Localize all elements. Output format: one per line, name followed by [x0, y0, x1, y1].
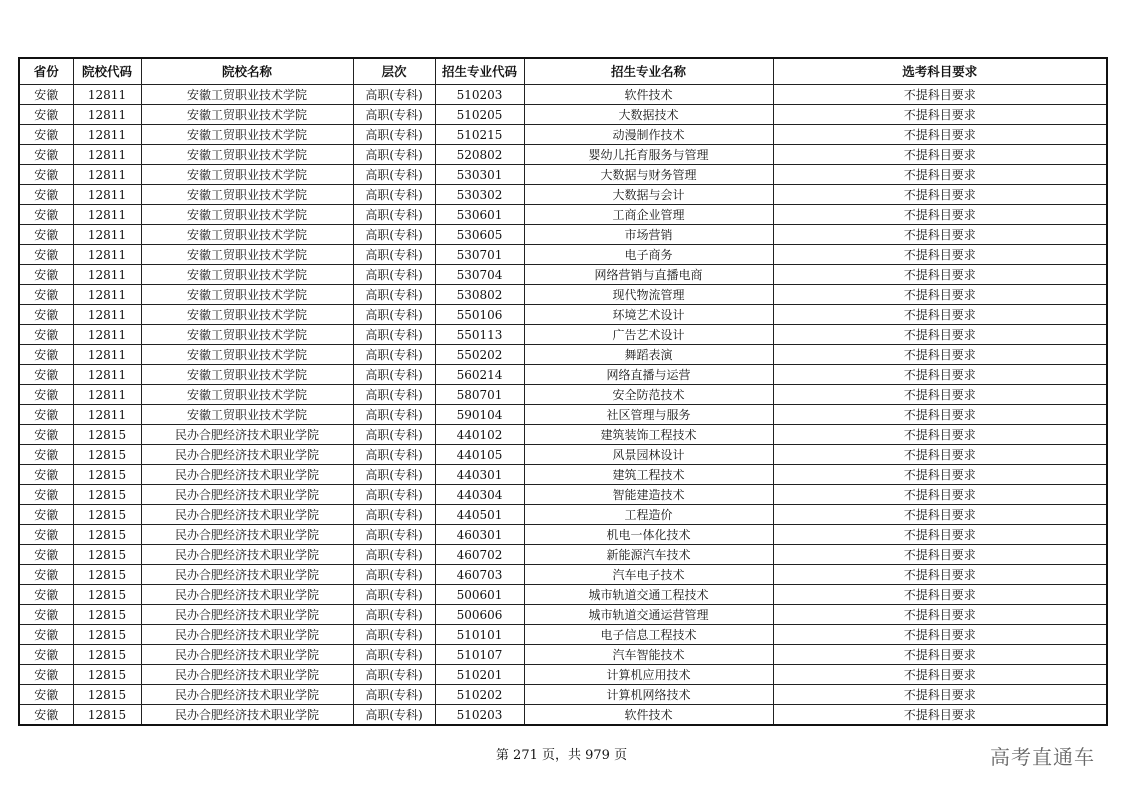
cell-major-code: 520802 — [435, 145, 524, 165]
cell-major-code: 510201 — [435, 665, 524, 685]
cell-major-name: 工商企业管理 — [524, 205, 773, 225]
cell-major-name: 新能源汽车技术 — [524, 545, 773, 565]
cell-school-name: 安徽工贸职业技术学院 — [141, 345, 353, 365]
cell-major-name: 动漫制作技术 — [524, 125, 773, 145]
table-row — [19, 685, 1107, 705]
cell-major-code: 510215 — [435, 125, 524, 145]
cell-subject-requirement: 不提科目要求 — [773, 345, 1107, 365]
cell-major-name: 电子信息工程技术 — [524, 625, 773, 645]
cell-school-name: 安徽工贸职业技术学院 — [141, 85, 353, 105]
table-row — [19, 105, 1107, 125]
table-row — [19, 325, 1107, 345]
cell-school-code: 12811 — [73, 225, 141, 245]
cell-major-name: 城市轨道交通工程技术 — [524, 585, 773, 605]
cell-major-name: 婴幼儿托育服务与管理 — [524, 145, 773, 165]
cell-school-name: 安徽工贸职业技术学院 — [141, 265, 353, 285]
cell-school-name: 安徽工贸职业技术学院 — [141, 105, 353, 125]
cell-major-name: 风景园林设计 — [524, 445, 773, 465]
cell-major-code: 460301 — [435, 525, 524, 545]
cell-major-code: 510205 — [435, 105, 524, 125]
cell-major-name: 汽车电子技术 — [524, 565, 773, 585]
page-number: 第 271 页，共 979 页 — [495, 748, 628, 763]
cell-major-code: 440301 — [435, 465, 524, 485]
table-row — [19, 445, 1107, 465]
cell-level: 高职(专科) — [353, 285, 435, 305]
cell-province: 安徽 — [19, 125, 73, 145]
table-row — [19, 425, 1107, 445]
table-row — [19, 645, 1107, 665]
cell-school-name: 民办合肥经济技术职业学院 — [141, 505, 353, 525]
cell-school-name: 民办合肥经济技术职业学院 — [141, 705, 353, 726]
table-row — [19, 225, 1107, 245]
cell-province: 安徽 — [19, 105, 73, 125]
cell-school-name: 安徽工贸职业技术学院 — [141, 365, 353, 385]
table-row — [19, 705, 1107, 726]
cell-province: 安徽 — [19, 245, 73, 265]
cell-province: 安徽 — [19, 265, 73, 285]
header-school-name: 院校名称 — [141, 58, 353, 85]
cell-school-code: 12811 — [73, 405, 141, 425]
cell-school-code: 12811 — [73, 145, 141, 165]
cell-province: 安徽 — [19, 285, 73, 305]
cell-major-name: 网络直播与运营 — [524, 365, 773, 385]
cell-subject-requirement: 不提科目要求 — [773, 685, 1107, 705]
header-major-name: 招生专业名称 — [524, 58, 773, 85]
cell-school-name: 民办合肥经济技术职业学院 — [141, 525, 353, 545]
table-row — [19, 625, 1107, 645]
cell-major-name: 建筑工程技术 — [524, 465, 773, 485]
cell-school-name: 安徽工贸职业技术学院 — [141, 185, 353, 205]
cell-subject-requirement: 不提科目要求 — [773, 265, 1107, 285]
cell-subject-requirement: 不提科目要求 — [773, 545, 1107, 565]
cell-school-code: 12815 — [73, 545, 141, 565]
cell-school-code: 12811 — [73, 285, 141, 305]
cell-school-code: 12815 — [73, 425, 141, 445]
table-row — [19, 285, 1107, 305]
cell-school-code: 12811 — [73, 245, 141, 265]
cell-school-name: 民办合肥经济技术职业学院 — [141, 645, 353, 665]
cell-school-name: 民办合肥经济技术职业学院 — [141, 665, 353, 685]
cell-province: 安徽 — [19, 405, 73, 425]
cell-school-name: 安徽工贸职业技术学院 — [141, 165, 353, 185]
cell-major-name: 市场营销 — [524, 225, 773, 245]
cell-school-code: 12811 — [73, 325, 141, 345]
cell-subject-requirement: 不提科目要求 — [773, 365, 1107, 385]
cell-level: 高职(专科) — [353, 505, 435, 525]
cell-level: 高职(专科) — [353, 605, 435, 625]
table-row — [19, 85, 1107, 105]
cell-province: 安徽 — [19, 625, 73, 645]
cell-level: 高职(专科) — [353, 245, 435, 265]
cell-level: 高职(专科) — [353, 405, 435, 425]
cell-major-code: 460702 — [435, 545, 524, 565]
cell-school-code: 12811 — [73, 385, 141, 405]
table-row — [19, 605, 1107, 625]
cell-school-code: 12811 — [73, 365, 141, 385]
cell-school-name: 民办合肥经济技术职业学院 — [141, 565, 353, 585]
cell-subject-requirement: 不提科目要求 — [773, 585, 1107, 605]
cell-subject-requirement: 不提科目要求 — [773, 705, 1107, 726]
cell-province: 安徽 — [19, 425, 73, 445]
cell-subject-requirement: 不提科目要求 — [773, 165, 1107, 185]
cell-major-code: 440105 — [435, 445, 524, 465]
cell-major-code: 560214 — [435, 365, 524, 385]
cell-school-name: 民办合肥经济技术职业学院 — [141, 625, 353, 645]
cell-major-code: 440501 — [435, 505, 524, 525]
cell-subject-requirement: 不提科目要求 — [773, 565, 1107, 585]
cell-level: 高职(专科) — [353, 85, 435, 105]
cell-school-name: 安徽工贸职业技术学院 — [141, 385, 353, 405]
cell-major-code: 530701 — [435, 245, 524, 265]
cell-province: 安徽 — [19, 305, 73, 325]
cell-subject-requirement: 不提科目要求 — [773, 445, 1107, 465]
cell-level: 高职(专科) — [353, 305, 435, 325]
cell-major-name: 软件技术 — [524, 85, 773, 105]
cell-school-name: 民办合肥经济技术职业学院 — [141, 425, 353, 445]
header-school-code: 院校代码 — [73, 58, 141, 85]
cell-school-name: 安徽工贸职业技术学院 — [141, 325, 353, 345]
cell-level: 高职(专科) — [353, 645, 435, 665]
cell-subject-requirement: 不提科目要求 — [773, 125, 1107, 145]
table-row — [19, 125, 1107, 145]
cell-subject-requirement: 不提科目要求 — [773, 525, 1107, 545]
cell-province: 安徽 — [19, 85, 73, 105]
cell-school-name: 安徽工贸职业技术学院 — [141, 405, 353, 425]
cell-major-code: 530301 — [435, 165, 524, 185]
cell-major-code: 510101 — [435, 625, 524, 645]
cell-school-code: 12815 — [73, 505, 141, 525]
cell-major-name: 城市轨道交通运营管理 — [524, 605, 773, 625]
cell-school-name: 民办合肥经济技术职业学院 — [141, 545, 353, 565]
cell-province: 安徽 — [19, 605, 73, 625]
cell-province: 安徽 — [19, 545, 73, 565]
cell-school-code: 12815 — [73, 665, 141, 685]
cell-province: 安徽 — [19, 145, 73, 165]
cell-subject-requirement: 不提科目要求 — [773, 185, 1107, 205]
cell-major-name: 机电一体化技术 — [524, 525, 773, 545]
cell-subject-requirement: 不提科目要求 — [773, 385, 1107, 405]
document-table-container — [18, 57, 1106, 726]
cell-level: 高职(专科) — [353, 485, 435, 505]
cell-major-code: 510107 — [435, 645, 524, 665]
cell-level: 高职(专科) — [353, 585, 435, 605]
cell-major-name: 安全防范技术 — [524, 385, 773, 405]
cell-school-code: 12811 — [73, 205, 141, 225]
table-row — [19, 265, 1107, 285]
cell-level: 高职(专科) — [353, 425, 435, 445]
cell-level: 高职(专科) — [353, 325, 435, 345]
cell-province: 安徽 — [19, 505, 73, 525]
cell-level: 高职(专科) — [353, 165, 435, 185]
cell-subject-requirement: 不提科目要求 — [773, 105, 1107, 125]
cell-subject-requirement: 不提科目要求 — [773, 145, 1107, 165]
table-row — [19, 185, 1107, 205]
cell-province: 安徽 — [19, 445, 73, 465]
cell-level: 高职(专科) — [353, 545, 435, 565]
header-province: 省份 — [19, 58, 73, 85]
cell-subject-requirement: 不提科目要求 — [773, 645, 1107, 665]
cell-level: 高职(专科) — [353, 625, 435, 645]
cell-level: 高职(专科) — [353, 225, 435, 245]
table-row — [19, 205, 1107, 225]
header-level: 层次 — [353, 58, 435, 85]
cell-subject-requirement: 不提科目要求 — [773, 405, 1107, 425]
cell-level: 高职(专科) — [353, 705, 435, 726]
cell-subject-requirement: 不提科目要求 — [773, 85, 1107, 105]
table-row — [19, 145, 1107, 165]
cell-school-code: 12815 — [73, 485, 141, 505]
cell-school-code: 12815 — [73, 685, 141, 705]
cell-level: 高职(专科) — [353, 445, 435, 465]
table-row — [19, 365, 1107, 385]
table-row — [19, 465, 1107, 485]
cell-school-name: 安徽工贸职业技术学院 — [141, 245, 353, 265]
cell-province: 安徽 — [19, 325, 73, 345]
table-header-row — [19, 58, 1107, 85]
cell-level: 高职(专科) — [353, 685, 435, 705]
cell-major-code: 530302 — [435, 185, 524, 205]
cell-school-code: 12815 — [73, 525, 141, 545]
cell-province: 安徽 — [19, 525, 73, 545]
cell-school-code: 12815 — [73, 645, 141, 665]
cell-major-name: 汽车智能技术 — [524, 645, 773, 665]
cell-subject-requirement: 不提科目要求 — [773, 465, 1107, 485]
table-row — [19, 245, 1107, 265]
cell-major-name: 电子商务 — [524, 245, 773, 265]
cell-level: 高职(专科) — [353, 265, 435, 285]
cell-school-name: 安徽工贸职业技术学院 — [141, 225, 353, 245]
cell-level: 高职(专科) — [353, 385, 435, 405]
cell-school-code: 12811 — [73, 105, 141, 125]
cell-major-name: 计算机应用技术 — [524, 665, 773, 685]
cell-level: 高职(专科) — [353, 525, 435, 545]
cell-province: 安徽 — [19, 385, 73, 405]
cell-major-code: 530601 — [435, 205, 524, 225]
cell-school-name: 安徽工贸职业技术学院 — [141, 285, 353, 305]
cell-subject-requirement: 不提科目要求 — [773, 285, 1107, 305]
cell-school-name: 民办合肥经济技术职业学院 — [141, 585, 353, 605]
header-major-code: 招生专业代码 — [435, 58, 524, 85]
cell-province: 安徽 — [19, 685, 73, 705]
cell-school-name: 安徽工贸职业技术学院 — [141, 145, 353, 165]
cell-major-code: 500606 — [435, 605, 524, 625]
cell-province: 安徽 — [19, 185, 73, 205]
cell-major-name: 工程造价 — [524, 505, 773, 525]
cell-school-name: 安徽工贸职业技术学院 — [141, 205, 353, 225]
cell-province: 安徽 — [19, 225, 73, 245]
cell-province: 安徽 — [19, 205, 73, 225]
cell-level: 高职(专科) — [353, 565, 435, 585]
cell-major-code: 510202 — [435, 685, 524, 705]
cell-major-name: 社区管理与服务 — [524, 405, 773, 425]
cell-major-code: 550202 — [435, 345, 524, 365]
cell-subject-requirement: 不提科目要求 — [773, 505, 1107, 525]
cell-subject-requirement: 不提科目要求 — [773, 325, 1107, 345]
cell-province: 安徽 — [19, 165, 73, 185]
cell-subject-requirement: 不提科目要求 — [773, 605, 1107, 625]
cell-level: 高职(专科) — [353, 145, 435, 165]
cell-province: 安徽 — [19, 645, 73, 665]
cell-level: 高职(专科) — [353, 125, 435, 145]
cell-province: 安徽 — [19, 485, 73, 505]
cell-major-code: 550106 — [435, 305, 524, 325]
table-row — [19, 305, 1107, 325]
cell-major-name: 舞蹈表演 — [524, 345, 773, 365]
cell-province: 安徽 — [19, 585, 73, 605]
cell-level: 高职(专科) — [353, 345, 435, 365]
cell-level: 高职(专科) — [353, 205, 435, 225]
cell-major-code: 550113 — [435, 325, 524, 345]
cell-school-code: 12811 — [73, 305, 141, 325]
cell-major-name: 大数据技术 — [524, 105, 773, 125]
cell-level: 高职(专科) — [353, 365, 435, 385]
cell-province: 安徽 — [19, 465, 73, 485]
cell-school-code: 12811 — [73, 165, 141, 185]
table-row — [19, 665, 1107, 685]
cell-major-code: 500601 — [435, 585, 524, 605]
cell-school-code: 12815 — [73, 585, 141, 605]
cell-school-code: 12811 — [73, 125, 141, 145]
cell-major-name: 大数据与会计 — [524, 185, 773, 205]
cell-school-code: 12815 — [73, 565, 141, 585]
cell-level: 高职(专科) — [353, 185, 435, 205]
cell-major-code: 510203 — [435, 85, 524, 105]
cell-major-code: 530605 — [435, 225, 524, 245]
cell-school-name: 安徽工贸职业技术学院 — [141, 125, 353, 145]
cell-subject-requirement: 不提科目要求 — [773, 625, 1107, 645]
cell-major-name: 建筑装饰工程技术 — [524, 425, 773, 445]
cell-major-code: 530704 — [435, 265, 524, 285]
cell-level: 高职(专科) — [353, 665, 435, 685]
cell-major-name: 计算机网络技术 — [524, 685, 773, 705]
cell-province: 安徽 — [19, 665, 73, 685]
table-body — [19, 85, 1107, 726]
cell-major-code: 440102 — [435, 425, 524, 445]
cell-province: 安徽 — [19, 565, 73, 585]
cell-major-code: 460703 — [435, 565, 524, 585]
table-row — [19, 165, 1107, 185]
cell-subject-requirement: 不提科目要求 — [773, 305, 1107, 325]
cell-school-code: 12815 — [73, 625, 141, 645]
cell-subject-requirement: 不提科目要求 — [773, 425, 1107, 445]
cell-level: 高职(专科) — [353, 105, 435, 125]
table-row — [19, 385, 1107, 405]
cell-school-code: 12811 — [73, 265, 141, 285]
cell-school-name: 民办合肥经济技术职业学院 — [141, 685, 353, 705]
cell-province: 安徽 — [19, 705, 73, 726]
admission-table — [18, 57, 1108, 726]
table-row — [19, 525, 1107, 545]
cell-school-code: 12815 — [73, 465, 141, 485]
cell-level: 高职(专科) — [353, 465, 435, 485]
cell-major-code: 590104 — [435, 405, 524, 425]
table-row — [19, 545, 1107, 565]
cell-major-code: 510203 — [435, 705, 524, 726]
cell-major-name: 网络营销与直播电商 — [524, 265, 773, 285]
cell-school-name: 民办合肥经济技术职业学院 — [141, 465, 353, 485]
cell-major-name: 软件技术 — [524, 705, 773, 726]
cell-province: 安徽 — [19, 345, 73, 365]
cell-subject-requirement: 不提科目要求 — [773, 225, 1107, 245]
cell-school-code: 12811 — [73, 85, 141, 105]
cell-school-code: 12815 — [73, 705, 141, 726]
cell-major-name: 现代物流管理 — [524, 285, 773, 305]
cell-school-code: 12811 — [73, 185, 141, 205]
table-row — [19, 505, 1107, 525]
table-row — [19, 585, 1107, 605]
cell-school-name: 民办合肥经济技术职业学院 — [141, 445, 353, 465]
header-subject-requirement: 选考科目要求 — [773, 58, 1107, 85]
cell-school-name: 民办合肥经济技术职业学院 — [141, 485, 353, 505]
cell-school-name: 民办合肥经济技术职业学院 — [141, 605, 353, 625]
table-row — [19, 485, 1107, 505]
table-row — [19, 405, 1107, 425]
cell-major-name: 广告艺术设计 — [524, 325, 773, 345]
cell-subject-requirement: 不提科目要求 — [773, 205, 1107, 225]
cell-major-name: 环境艺术设计 — [524, 305, 773, 325]
cell-major-name: 大数据与财务管理 — [524, 165, 773, 185]
cell-subject-requirement: 不提科目要求 — [773, 665, 1107, 685]
table-row — [19, 345, 1107, 365]
cell-major-code: 580701 — [435, 385, 524, 405]
cell-province: 安徽 — [19, 365, 73, 385]
watermark: 高考直通车 — [990, 745, 1095, 769]
table-row — [19, 565, 1107, 585]
cell-subject-requirement: 不提科目要求 — [773, 245, 1107, 265]
cell-subject-requirement: 不提科目要求 — [773, 485, 1107, 505]
cell-school-code: 12815 — [73, 445, 141, 465]
cell-school-code: 12811 — [73, 345, 141, 365]
cell-school-name: 安徽工贸职业技术学院 — [141, 305, 353, 325]
cell-major-code: 440304 — [435, 485, 524, 505]
cell-major-code: 530802 — [435, 285, 524, 305]
cell-major-name: 智能建造技术 — [524, 485, 773, 505]
cell-school-code: 12815 — [73, 605, 141, 625]
